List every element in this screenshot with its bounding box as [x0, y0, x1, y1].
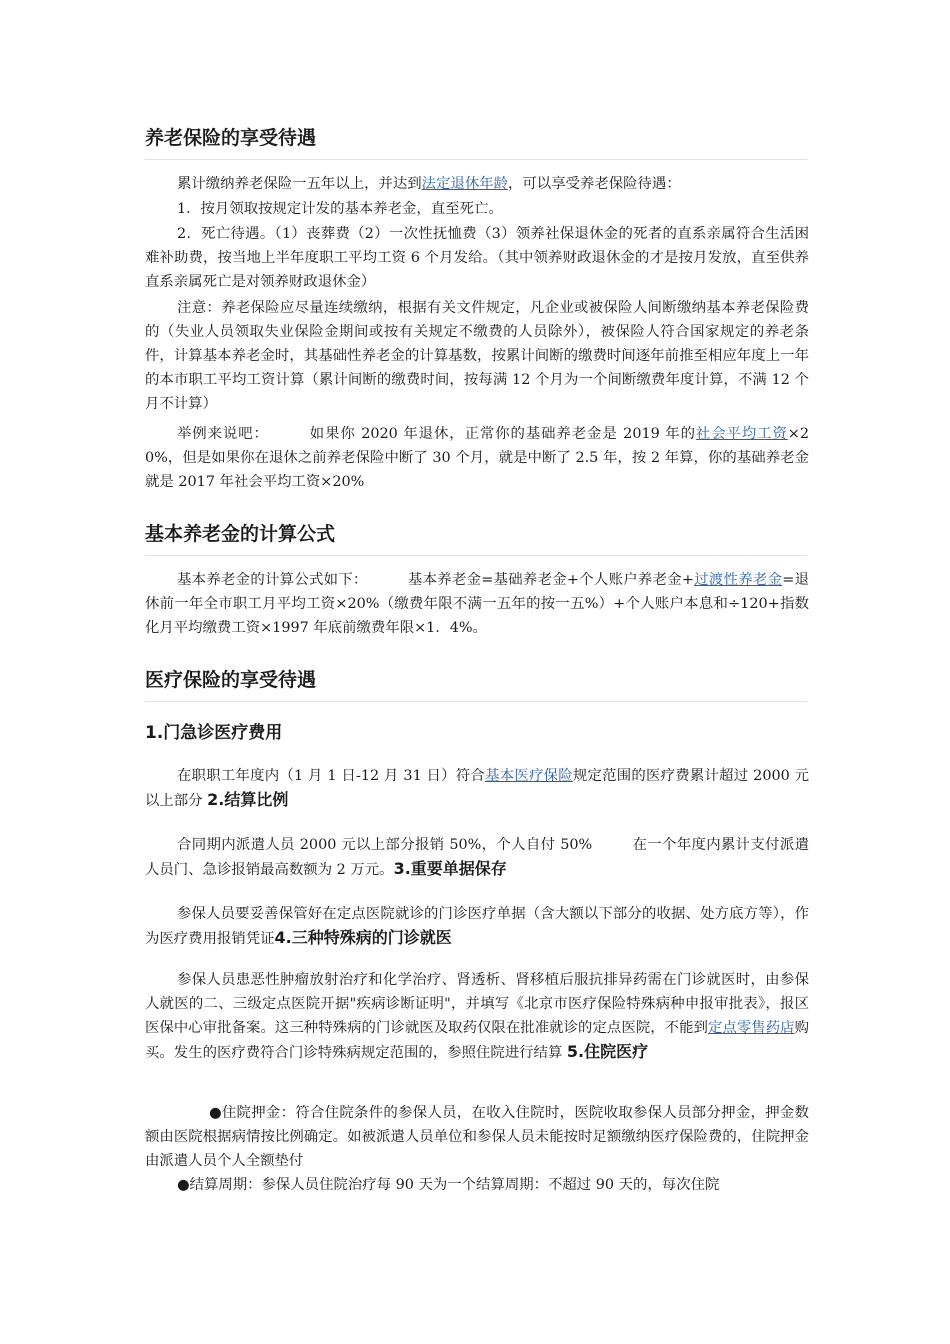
- text-segment: 举例来说吧：: [177, 426, 269, 442]
- link-transitional-pension[interactable]: 过渡性养老金: [693, 572, 783, 588]
- heading-divider: [145, 555, 807, 556]
- paragraph-example: [145, 422, 809, 494]
- paragraph-outpatient-costs: [145, 764, 809, 813]
- subheading-hospitalization: 5.住院医疗: [566, 1042, 649, 1061]
- paragraph-special-diseases: [145, 968, 809, 1065]
- text-segment: 在一个年度内累计支付派遣人员门、急诊报销最高数额为 2 万元。: [145, 837, 809, 878]
- text-segment: 参保人员要妥善保管好在定点医院就诊的门诊医疗单据（含大额以下部分的收据、处方底方等），作为医疗费用报销凭证: [145, 906, 809, 947]
- paragraph-settlement-period: ●结算周期：参保人员住院治疗每 90 天为一个结算周期：不超过 90 天的，每次住院: [177, 1177, 720, 1193]
- heading-divider: [145, 159, 807, 160]
- link-basic-medical-insurance[interactable]: 基本医疗保险: [485, 768, 573, 784]
- link-social-average-wage[interactable]: 社会平均工资: [695, 426, 788, 442]
- text-segment: 参保人员患恶性肿瘤放射治疗和化学治疗、肾透析、肾移植后服抗排异药需在门诊就医时，由参保人就医的二、三级定点医院开据"疾病诊断证明"，并填写《北京市医疗保险特殊病种申报审批表》，报区医保中心审批备案。这三种特殊病的门诊就医及取药仅限在批准就诊的定点医院，不能到: [145, 972, 809, 1036]
- paragraph-formula: [145, 568, 809, 640]
- text-segment: 基本养老金=基础养老金+个人账户养老金+: [407, 572, 694, 588]
- link-legal-retirement-age[interactable]: 法定退休年龄: [421, 176, 509, 192]
- paragraph-continuous-payment-note: 注意：养老保险应尽量连续缴纳，根据有关文件规定，凡企业或被保险人间断缴纳基本养老保险费的（失业人员领取失业保险金期间或按有关规定不缴费的人员除外），被保险人符合国家规定的养老条件，计算基本养老金时，其基础性养老金的计算基数，按累计间断的缴费时间逐年前推至相应年度上一年的本市职工平均工资计算（累计间断的缴费时间，按每满 12 个月为一个间断缴费年度计算，不满 12 个月不计算）: [145, 300, 809, 412]
- text-segment: ×20%，但是如果你在退休之前养老保险中断了 30 个月，就是中断了 2.5 年，按 2 年算，你的基础养老金就是 2017 年社会平均工资×20%: [145, 426, 809, 490]
- heading-divider: [145, 701, 807, 702]
- subheading-keep-receipts: 3.重要单据保存: [393, 859, 507, 878]
- paragraph-keep-receipts: [145, 902, 809, 951]
- subheading-special-diseases: 4.三种特殊病的门诊就医: [274, 928, 452, 947]
- text-segment: 购买。发生的医疗费符合门诊特殊病规定范围的，参照住院进行结算: [145, 1020, 809, 1061]
- text-segment: 规定范围的医疗费累计超过 2000 元以上部分: [145, 768, 809, 809]
- heading-pension-benefits: 养老保险的享受待遇: [145, 127, 317, 149]
- text-segment: ，可以享受养老保险待遇：: [508, 176, 681, 192]
- heading-basic-pension-formula: 基本养老金的计算公式: [145, 523, 336, 545]
- text-segment: 在职职工年度内（1 月 1 日-12 月 31 日）符合: [177, 768, 486, 784]
- text-segment: 如果你 2020 年退休，正常你的基础养老金是 2019 年的: [308, 426, 696, 442]
- heading-medical-benefits: 医疗保险的享受待遇: [145, 669, 317, 691]
- paragraph-pension-eligibility: [145, 172, 809, 196]
- text-segment: 累计缴纳养老保险一五年以上，并达到: [177, 176, 422, 192]
- link-designated-pharmacy[interactable]: 定点零售药店: [707, 1020, 795, 1036]
- text-segment: 合同期内派遣人员 2000 元以上部分报销 50%，个人自付 50%: [177, 837, 593, 853]
- paragraph-hospital-deposit: ●住院押金：符合住院条件的参保人员，在收入住院时，医院收取参保人员部分押金，押金数额由医院根据病情按比例确定。如被派遣人员单位和参保人员未能按时足额缴纳医疗保险费的，住院押金由派遣人员个人全额垫付: [145, 1105, 809, 1169]
- paragraph-monthly-pension: 1．按月领取按规定计发的基本养老金，直至死亡。: [177, 201, 503, 217]
- subheading-outpatient-costs: 1.门急诊医疗费用: [145, 723, 283, 743]
- text-segment: =退休前一年全市职工月平均工资×20%（缴费年限不满一五年的按一五%）+个人账户本息和÷120+指数化月平均缴费工资×1997 年底前缴费年限×1．4%。: [145, 572, 809, 636]
- subheading-settlement-ratio: 2.结算比例: [207, 790, 289, 809]
- paragraph-death-benefits: 2．死亡待遇。（1）丧葬费（2）一次性抚恤费（3）领养社保退休金的死者的直系亲属符合生活困难补助费，按当地上半年度职工平均工资 6 个月发给。（其中领养财政退休金的才是按月发放，直至供养直系亲属死亡是对领养财政退休金）: [145, 226, 809, 290]
- text-segment: 基本养老金的计算公式如下：: [177, 572, 368, 588]
- paragraph-settlement-ratio: [145, 833, 809, 882]
